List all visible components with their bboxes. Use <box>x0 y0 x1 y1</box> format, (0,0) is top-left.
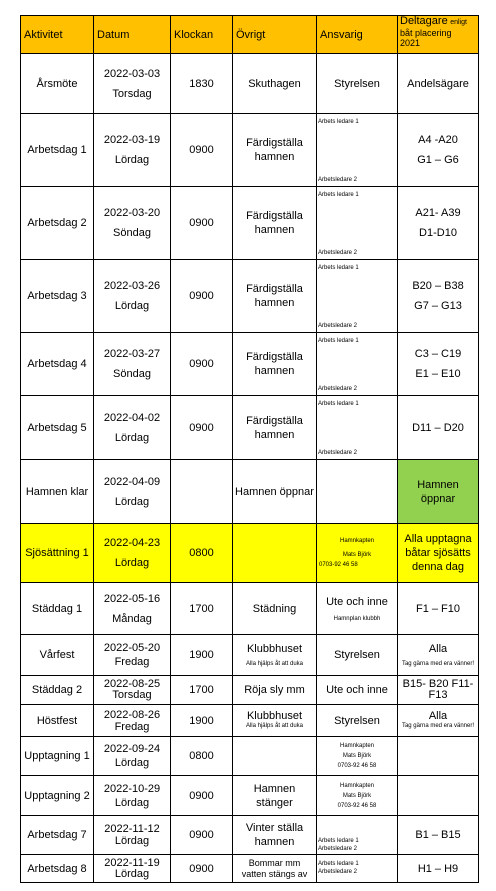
ansvarig-leader-2: Arbetsledare 2 <box>318 869 358 875</box>
cell-ansvarig <box>317 333 398 396</box>
cell-deltagare <box>398 676 479 705</box>
cell-klockan <box>171 460 233 524</box>
table-row-highlighted <box>21 524 479 583</box>
date: 2022-09-24 <box>103 743 161 755</box>
cell-deltagare: Andelsägare <box>398 54 479 114</box>
cell-klockan: 1700 <box>171 676 233 705</box>
date: 2022-05-16 <box>103 592 161 605</box>
cell-datum <box>94 460 171 524</box>
deltagare-line: F13 <box>428 689 448 701</box>
cell-datum <box>94 260 171 333</box>
ansvarig-leader-1: Arbets ledare 1 <box>318 119 359 125</box>
cell-datum <box>94 635 171 676</box>
ovrigt-line: Färdigställa <box>246 210 303 222</box>
cell-ansvarig <box>317 396 398 460</box>
cell-datum <box>94 54 171 114</box>
ansvarig-name: Mats Björk <box>342 552 372 558</box>
ansvarig-name: Mats Björk <box>342 792 372 799</box>
cell-deltagare <box>398 260 479 333</box>
cell-deltagare <box>398 776 479 816</box>
cell-deltagare: F1 – F10 <box>398 583 479 635</box>
table-row <box>21 635 479 676</box>
cell-ovrigt <box>233 524 317 583</box>
table-row <box>21 333 479 396</box>
cell-datum <box>94 816 171 855</box>
weekday: Torsdag <box>112 87 152 100</box>
ansvarig-leader-2: Arbetsledare 2 <box>318 846 358 852</box>
weekday: Söndag <box>113 368 151 380</box>
ansvarig-leader-2: Arbetsledare 2 <box>318 386 358 392</box>
cell-ovrigt <box>233 260 317 333</box>
cell-ovrigt <box>233 396 317 460</box>
header-datum: Datum <box>94 16 171 54</box>
cell-deltagare: B1 – B15 <box>398 816 479 855</box>
cell-klockan: 1900 <box>171 635 233 676</box>
ovrigt-note: Alla hjälps åt att duka <box>245 661 304 667</box>
cell-deltagare <box>398 635 479 676</box>
ovrigt-line: hamnen <box>254 297 295 309</box>
ansvarig-leader-2: Arbetsledare 2 <box>318 323 358 329</box>
deltagare-line: öppnar <box>420 492 456 505</box>
table-row <box>21 676 479 705</box>
cell-datum <box>94 705 171 737</box>
cell-aktivitet: Arbetsdag 4 <box>21 333 94 396</box>
date: 2022-08-25 <box>103 678 161 690</box>
date: 2022-04-02 <box>103 411 161 424</box>
ovrigt-line: Bommar mm <box>248 857 301 868</box>
ansvarig-note: Hamnplan klubbh <box>333 615 381 622</box>
ovrigt-line: Hamnen <box>253 782 296 795</box>
table-row <box>21 460 479 524</box>
cell-ansvarig <box>317 260 398 333</box>
cell-deltagare <box>398 460 479 524</box>
weekday: Lördag <box>114 867 150 880</box>
table-row <box>21 737 479 776</box>
cell-ansvarig <box>317 737 398 776</box>
deltagare-line: A4 -A20 <box>418 134 458 146</box>
deltagare-line: E1 – E10 <box>415 368 461 380</box>
ovrigt-line: Färdigställa <box>246 414 303 427</box>
ovrigt-note: Alla hjälps åt att duka <box>245 723 304 729</box>
cell-aktivitet: Arbetsdag 5 <box>21 396 94 460</box>
cell-datum <box>94 776 171 816</box>
deltagare-line: B15- B20 F11- <box>402 678 474 690</box>
cell-ovrigt <box>233 333 317 396</box>
cell-ovrigt: Skuthagen <box>233 54 317 114</box>
cell-deltagare <box>398 737 479 776</box>
ansvarig-leader-1: Arbets ledare 1 <box>318 401 359 407</box>
cell-datum <box>94 114 171 187</box>
cell-klockan: 0800 <box>171 524 233 583</box>
ovrigt-line: Klubbhuset <box>246 643 303 655</box>
ansvarig-leader-1: Arbets ledare 1 <box>318 192 359 198</box>
deltagare-line: G7 – G13 <box>414 300 462 312</box>
cell-ansvarig <box>317 114 398 187</box>
cell-aktivitet: Arbetsdag 1 <box>21 114 94 187</box>
cell-datum <box>94 737 171 776</box>
weekday: Lördag <box>114 757 150 769</box>
ansvarig-phone: 0703-92 46 58 <box>337 763 377 769</box>
table-row <box>21 187 479 260</box>
cell-klockan: 0900 <box>171 114 233 187</box>
ansvarig-name: Mats Björk <box>342 753 372 759</box>
cell-aktivitet: Arbetsdag 3 <box>21 260 94 333</box>
date: 2022-04-23 <box>103 537 161 549</box>
weekday: Lördag <box>114 557 150 569</box>
header-ovrigt: Övrigt <box>233 16 317 54</box>
cell-aktivitet: Höstfest <box>21 705 94 737</box>
cell-ovrigt: Röja sly mm <box>233 676 317 705</box>
cell-aktivitet: Arbetsdag 2 <box>21 187 94 260</box>
table-row <box>21 583 479 635</box>
header-row <box>21 16 479 54</box>
ovrigt-line: Klubbhuset <box>246 710 303 722</box>
header-ansvarig: Ansvarig <box>317 16 398 54</box>
date: 2022-04-09 <box>103 475 161 488</box>
ansvarig-role: Hamnkapten <box>339 782 375 789</box>
ovrigt-line: hamnen <box>254 224 295 236</box>
cell-klockan: 0900 <box>171 396 233 460</box>
table-row <box>21 705 479 737</box>
cell-ovrigt <box>233 776 317 816</box>
deltagare-line: Alla upptagna <box>404 533 472 545</box>
date: 2022-08-26 <box>103 708 161 721</box>
date: 2022-10-29 <box>103 782 161 795</box>
cell-datum <box>94 524 171 583</box>
date: 2022-03-27 <box>103 348 161 360</box>
header-deltagare <box>398 16 479 54</box>
cell-klockan: 0900 <box>171 187 233 260</box>
cell-ansvarig: Ute och inne <box>317 676 398 705</box>
date: 2022-11-19 <box>104 856 160 869</box>
cell-klockan: 0900 <box>171 855 233 883</box>
ansvarig-role: Hamnkapten <box>339 538 375 544</box>
ansvarig-role: Hamnkapten <box>339 743 375 749</box>
cell-aktivitet: Hamnen klar <box>21 460 94 524</box>
weekday: Lördag <box>114 300 150 312</box>
cell-klockan: 0900 <box>171 260 233 333</box>
ansvarig-leader-1: Arbets ledare 1 <box>318 838 359 844</box>
cell-klockan: 0900 <box>171 776 233 816</box>
cell-deltagare <box>398 114 479 187</box>
header-deltagare-enligt: enligt <box>450 19 467 26</box>
date: 2022-11-12 <box>104 823 160 835</box>
cell-ansvarig <box>317 776 398 816</box>
cell-ovrigt <box>233 187 317 260</box>
cell-klockan: 1900 <box>171 705 233 737</box>
cell-klockan: 0800 <box>171 737 233 776</box>
cell-ovrigt <box>233 816 317 855</box>
cell-ansvarig <box>317 524 398 583</box>
date: 2022-03-19 <box>103 134 161 146</box>
cell-deltagare <box>398 333 479 396</box>
ansvarig-phone: 0703-92 46 58 <box>319 562 358 568</box>
ovrigt-line: Färdigställa <box>246 137 303 149</box>
weekday: Fredag <box>114 656 150 668</box>
cell-ovrigt <box>233 635 317 676</box>
cell-ansvarig: Styrelsen <box>317 705 398 737</box>
table-row <box>21 776 479 816</box>
weekday: Lördag <box>114 495 150 508</box>
schedule-table <box>20 15 479 883</box>
header-klockan: Klockan <box>171 16 233 54</box>
ansvarig-leader-2: Arbetsledare 2 <box>318 450 358 456</box>
date: 2022-03-03 <box>103 67 161 80</box>
cell-ansvarig <box>317 187 398 260</box>
cell-deltagare <box>398 705 479 737</box>
ovrigt-line: hamnen <box>254 151 295 163</box>
ansvarig-line: Ute och inne <box>326 595 388 608</box>
ovrigt-line: vatten stängs av <box>241 868 308 879</box>
header-deltagare-year: 2021 <box>400 38 421 48</box>
ansvarig-leader-2: Arbetsledare 2 <box>318 250 358 256</box>
ansvarig-phone: 0703-92 46 58 <box>337 802 377 809</box>
weekday: Lördag <box>114 431 150 444</box>
cell-ansvarig <box>317 583 398 635</box>
date: 2022-03-26 <box>103 280 161 292</box>
ansvarig-leader-2: Arbetsledare 2 <box>318 177 358 183</box>
weekday: Måndag <box>112 612 152 625</box>
cell-datum <box>94 583 171 635</box>
ovrigt-line: Färdigställa <box>246 351 303 363</box>
date: 2022-05-20 <box>103 642 161 654</box>
cell-aktivitet: Årsmöte <box>21 54 94 114</box>
deltagare-line: Alla <box>428 710 448 722</box>
cell-ansvarig <box>317 816 398 855</box>
cell-ansvarig <box>317 855 398 883</box>
ansvarig-leader-1: Arbets ledare 1 <box>318 338 359 344</box>
date: 2022-03-20 <box>103 207 161 219</box>
cell-aktivitet: Upptagning 2 <box>21 776 94 816</box>
deltagare-line: B20 – B38 <box>412 280 464 292</box>
deltagare-line: Alla <box>428 643 448 655</box>
cell-ovrigt <box>233 855 317 883</box>
deltagare-line: båtar sjösätts <box>405 547 471 559</box>
cell-deltagare <box>398 187 479 260</box>
weekday: Lördag <box>114 154 150 166</box>
cell-ovrigt <box>233 705 317 737</box>
cell-aktivitet: Vårfest <box>21 635 94 676</box>
deltagare-line: denna dag <box>412 561 464 573</box>
cell-ovrigt: Städning <box>233 583 317 635</box>
deltagare-line: Hamnen <box>417 478 459 491</box>
weekday: Söndag <box>113 227 151 239</box>
header-deltagare-placering: båt placering <box>400 28 452 38</box>
cell-datum <box>94 396 171 460</box>
cell-datum <box>94 187 171 260</box>
table-row <box>21 396 479 460</box>
cell-ansvarig: Styrelsen <box>317 635 398 676</box>
cell-deltagare: H1 – H9 <box>398 855 479 883</box>
table-row <box>21 54 479 114</box>
cell-aktivitet: Städdag 1 <box>21 583 94 635</box>
cell-datum <box>94 855 171 883</box>
cell-deltagare: D11 – D20 <box>398 396 479 460</box>
weekday: Fredag <box>114 720 150 733</box>
header-deltagare-word: Deltagare <box>400 15 448 27</box>
ovrigt-line: Färdigställa <box>246 283 303 295</box>
table-row <box>21 855 479 883</box>
weekday: Lördag <box>114 796 150 809</box>
ovrigt-line: hamnen <box>254 836 295 848</box>
deltagare-note: Tag gärna med era vänner! <box>401 661 475 667</box>
ansvarig-leader-1: Arbets ledare 1 <box>318 265 359 271</box>
cell-ansvarig <box>317 460 398 524</box>
ansvarig-leader-1: Arbets ledare 1 <box>318 861 359 867</box>
cell-klockan: 1830 <box>171 54 233 114</box>
cell-datum <box>94 333 171 396</box>
cell-ansvarig: Styrelsen <box>317 54 398 114</box>
header-aktivitet: Aktivitet <box>21 16 94 54</box>
cell-aktivitet: Arbetsdag 7 <box>21 816 94 855</box>
cell-klockan: 1700 <box>171 583 233 635</box>
cell-aktivitet: Upptagning 1 <box>21 737 94 776</box>
cell-aktivitet: Arbetsdag 8 <box>21 855 94 883</box>
table-row <box>21 816 479 855</box>
deltagare-note: Tag gärna med era vänner! <box>401 723 475 729</box>
cell-datum <box>94 676 171 705</box>
ovrigt-line: Vinter ställa <box>245 822 304 834</box>
deltagare-line: C3 – C19 <box>414 348 462 360</box>
deltagare-line: D1-D10 <box>419 227 457 239</box>
weekday: Torsdag <box>112 689 152 701</box>
cell-deltagare <box>398 524 479 583</box>
cell-aktivitet: Städdag 2 <box>21 676 94 705</box>
table-row <box>21 260 479 333</box>
ovrigt-line: stänger <box>256 796 293 809</box>
cell-ovrigt: Hamnen öppnar <box>233 460 317 524</box>
cell-klockan: 0900 <box>171 816 233 855</box>
weekday: Lördag <box>114 835 150 847</box>
ovrigt-line: hamnen <box>254 365 295 377</box>
table-row <box>21 114 479 187</box>
deltagare-line: A21- A39 <box>415 207 461 219</box>
ovrigt-line: hamnen <box>254 428 295 441</box>
cell-ovrigt <box>233 114 317 187</box>
deltagare-line: G1 – G6 <box>417 154 459 166</box>
cell-klockan: 0900 <box>171 333 233 396</box>
cell-ovrigt <box>233 737 317 776</box>
cell-aktivitet: Sjösättning 1 <box>21 524 94 583</box>
